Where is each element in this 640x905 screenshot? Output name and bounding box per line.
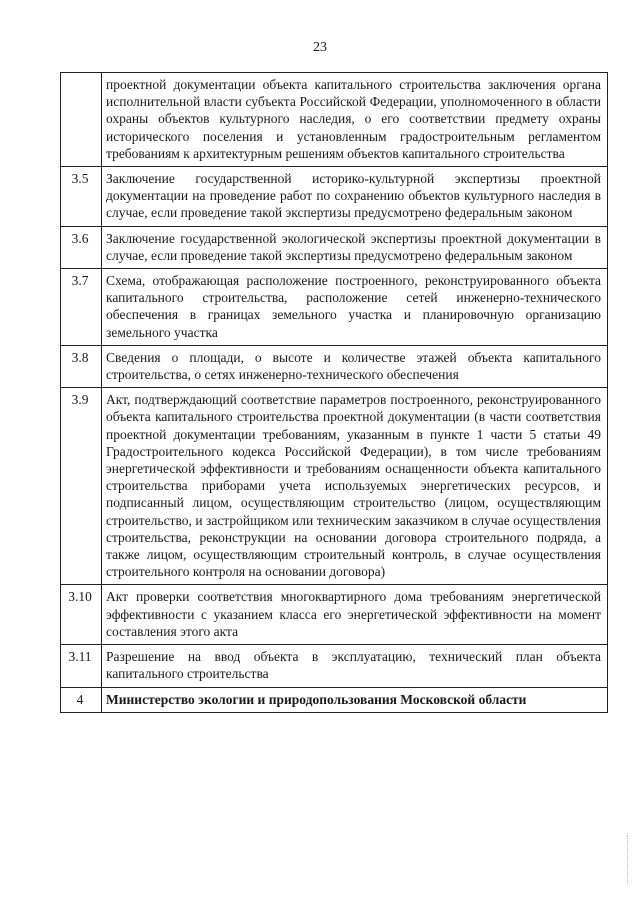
row-text: Акт, подтверждающий соответствие параметров построенного, реконструированного объекта капитального строительства проектной документации (в части соответствия проектной документации требованиям, указанным в пункте 1 части 5 статьи 49 Градостроительного кодекса Российской Федерации), в том числе требованиям энергетической эффективности и требованиям оснащенности объекта капитального строительства приборами учета используемых энергетических ресурсов, и подписанный лицом, осуществляющим строительство (лицом, осуществляющим строительство, и застройщиком или техническим заказчиком в случае осуществления строительства, реконструкции на основании договора строительного подряда, а также лицом, осуществляющим строительный контроль, в случае осуществления строительного контроля на основании договора) [102, 388, 608, 585]
table-row [61, 226, 608, 268]
row-text: проектной документации объекта капитального строительства заключения органа исполнительной власти субъекта Российской Федерации, уполномоченного в области охраны объектов культурного наследия, о его соответствии предмету охраны исторического поселения и установленным градостроительным регламентом требованиям к архитектурным решениям объектов капитального строительства [102, 73, 608, 167]
document-table [60, 72, 608, 713]
table-row [61, 167, 608, 227]
row-text: Заключение государственной историко-культурной экспертизы проектной документации на проведение работ по сохранению объектов культурного наследия в случае, если проведение такой экспертизы предусмотрено федеральным законом [102, 167, 608, 227]
row-text: Сведения о площади, о высоте и количестве этажей объекта капитального строительства, о сетях инженерно-технического обеспечения [102, 345, 608, 387]
section-heading: Министерство экологии и природопользования Московской области [102, 687, 608, 712]
row-number: 3.10 [61, 585, 102, 645]
row-number: 3.8 [61, 345, 102, 387]
row-text: Акт проверки соответствия многоквартирного дома требованиям энергетической эффективности с указанием класса его энергетической эффективности на момент составления этого акта [102, 585, 608, 645]
table-row [61, 645, 608, 687]
table-row [61, 345, 608, 387]
row-number: 3.5 [61, 167, 102, 227]
row-number [61, 73, 102, 167]
row-text: Заключение государственной экологической экспертизы проектной документации в случае, если проведение такой экспертизы предусмотрено федеральным законом [102, 226, 608, 268]
row-text: Разрешение на ввод объекта в эксплуатацию, технический план объекта капитального строительства [102, 645, 608, 687]
row-number: 3.11 [61, 645, 102, 687]
row-number: 3.6 [61, 226, 102, 268]
table-row [61, 269, 608, 346]
table-row [61, 388, 608, 585]
scan-artifact [627, 835, 629, 883]
row-number: 3.9 [61, 388, 102, 585]
row-number: 3.7 [61, 269, 102, 346]
page-number: 23 [313, 40, 327, 55]
row-number: 4 [61, 687, 102, 712]
row-text: Схема, отображающая расположение построенного, реконструированного объекта капитального строительства, расположение сетей инженерно-технического обеспечения в границах земельного участка и планировочную организацию земельного участка [102, 269, 608, 346]
table-row [61, 73, 608, 167]
table-row [61, 687, 608, 712]
table-row [61, 585, 608, 645]
